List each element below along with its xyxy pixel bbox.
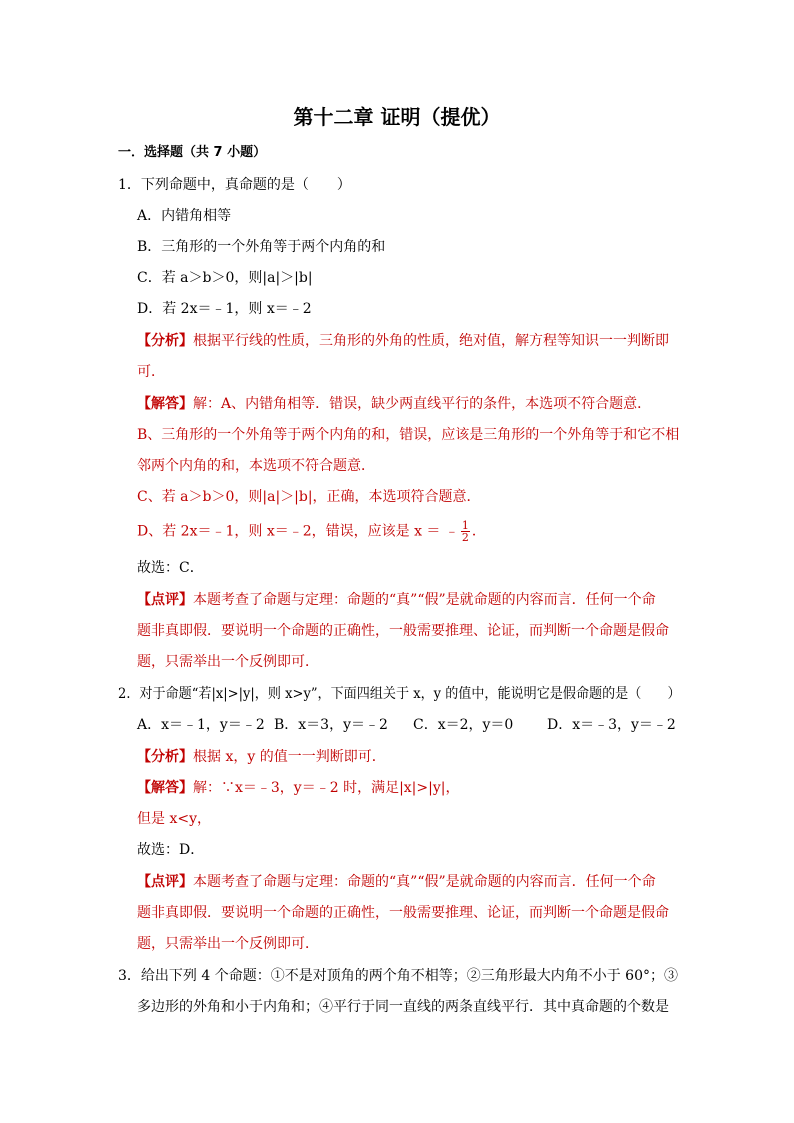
question-1-answer-line-5: [137, 520, 486, 543]
question-1-stem: 1．下列命题中，真命题的是（ ）: [118, 177, 351, 193]
question-2-analysis: [137, 746, 386, 768]
page-title: 第十二章 证明（提优）: [293, 105, 501, 129]
answer-tag: 【解答】: [137, 780, 193, 796]
question-2-answer: [137, 777, 459, 799]
question-1-analysis-cont: 可．: [137, 364, 165, 380]
question-1-answer: [137, 393, 651, 415]
answer-text: 解：A、内错角相等．错误，缺少两直线平行的条件，本选项不符合题意．: [193, 396, 652, 412]
comment-tag: 【点评】: [137, 874, 193, 890]
question-2-stem: 2．对于命题“若|x|>|y|，则 x>y”，下面四组关于 x，y 的值中，能说明它是假命题的是（ ）: [118, 686, 681, 702]
question-2-comment: [137, 871, 656, 893]
answer-line-5-end: ．: [471, 523, 486, 540]
question-1-option-b: B．三角形的一个外角等于两个内角的和: [137, 239, 386, 255]
question-1-option-d: D．若 2x＝﹣1，则 x＝﹣2: [137, 301, 312, 317]
question-1-option-c: C．若 a＞b＞0，则|a|＞|b|: [137, 270, 313, 286]
question-2-option-c: C．x＝2，y＝0: [413, 717, 514, 733]
question-2-option-a: A．x＝﹣1，y＝﹣2: [137, 717, 265, 733]
question-1-answer-line-4: C、若 a＞b＞0，则|a|＞|b|，正确，本选项符合题意．: [137, 489, 481, 505]
question-2-option-b: B．x＝3，y＝﹣2: [274, 717, 388, 733]
fraction-denominator: 2: [461, 531, 469, 544]
question-1-answer-line-3: 邻两个内角的和，本选项不符合题意．: [137, 458, 375, 474]
answer-line-5-text: D、若 2x＝﹣1，则 x＝﹣2，错误，应该是 x ＝ ﹣: [137, 523, 459, 540]
question-1-comment: [137, 589, 656, 611]
question-2-choice: 故选：D．: [137, 842, 205, 858]
analysis-text: 根据平行线的性质，三角形的外角的性质，绝对值，解方程等知识一一判断即: [193, 333, 669, 349]
question-1-answer-line-2: B、三角形的一个外角等于两个内角的和，错误，应该是三角形的一个外角等于和它不相: [137, 427, 680, 443]
comment-text: 本题考查了命题与定理：命题的“真”“假”是就命题的内容而言．任何一个命: [193, 874, 656, 890]
answer-text: 解：∵x＝﹣3，y＝﹣2 时，满足|x|>|y|，: [193, 780, 460, 796]
question-1-comment-line-3: 题，只需举出一个反例即可．: [137, 654, 319, 670]
question-2-comment-line-2: 题非真即假．要说明一个命题的正确性，一般需要推理、论证，而判断一个命题是假命: [137, 905, 669, 921]
analysis-tag: 【分析】: [137, 333, 193, 349]
analysis-tag: 【分析】: [137, 749, 193, 765]
question-1-choice: 故选：C．: [137, 560, 204, 576]
question-3-stem: 3．给出下列 4 个命题：①不是对顶角的两个角不相等；②三角形最大内角不小于 60°；③: [118, 968, 678, 984]
analysis-text: 根据 x，y 的值一一判断即可．: [193, 749, 386, 765]
answer-tag: 【解答】: [137, 396, 193, 412]
comment-text: 本题考查了命题与定理：命题的“真”“假”是就命题的内容而言．任何一个命: [193, 592, 656, 608]
fraction-numerator: 1: [461, 519, 469, 532]
question-1-comment-line-2: 题非真即假．要说明一个命题的正确性，一般需要推理、论证，而判断一个命题是假命: [137, 623, 669, 639]
section-heading: 一．选择题（共 7 小题）: [118, 145, 267, 160]
question-1-option-a: A．内错角相等: [137, 208, 232, 224]
comment-tag: 【点评】: [137, 592, 193, 608]
fraction-one-half: [461, 520, 470, 543]
question-1-analysis: [137, 330, 669, 352]
question-2-answer-line-2: 但是 x<y，: [137, 811, 211, 827]
question-2-option-d: D．x＝﹣3，y＝﹣2: [547, 717, 676, 733]
question-2-comment-line-3: 题，只需举出一个反例即可．: [137, 936, 319, 952]
question-3-stem-line-2: 多边形的外角和小于内角和；④平行于同一直线的两条直线平行．其中真命题的个数是: [137, 999, 669, 1015]
